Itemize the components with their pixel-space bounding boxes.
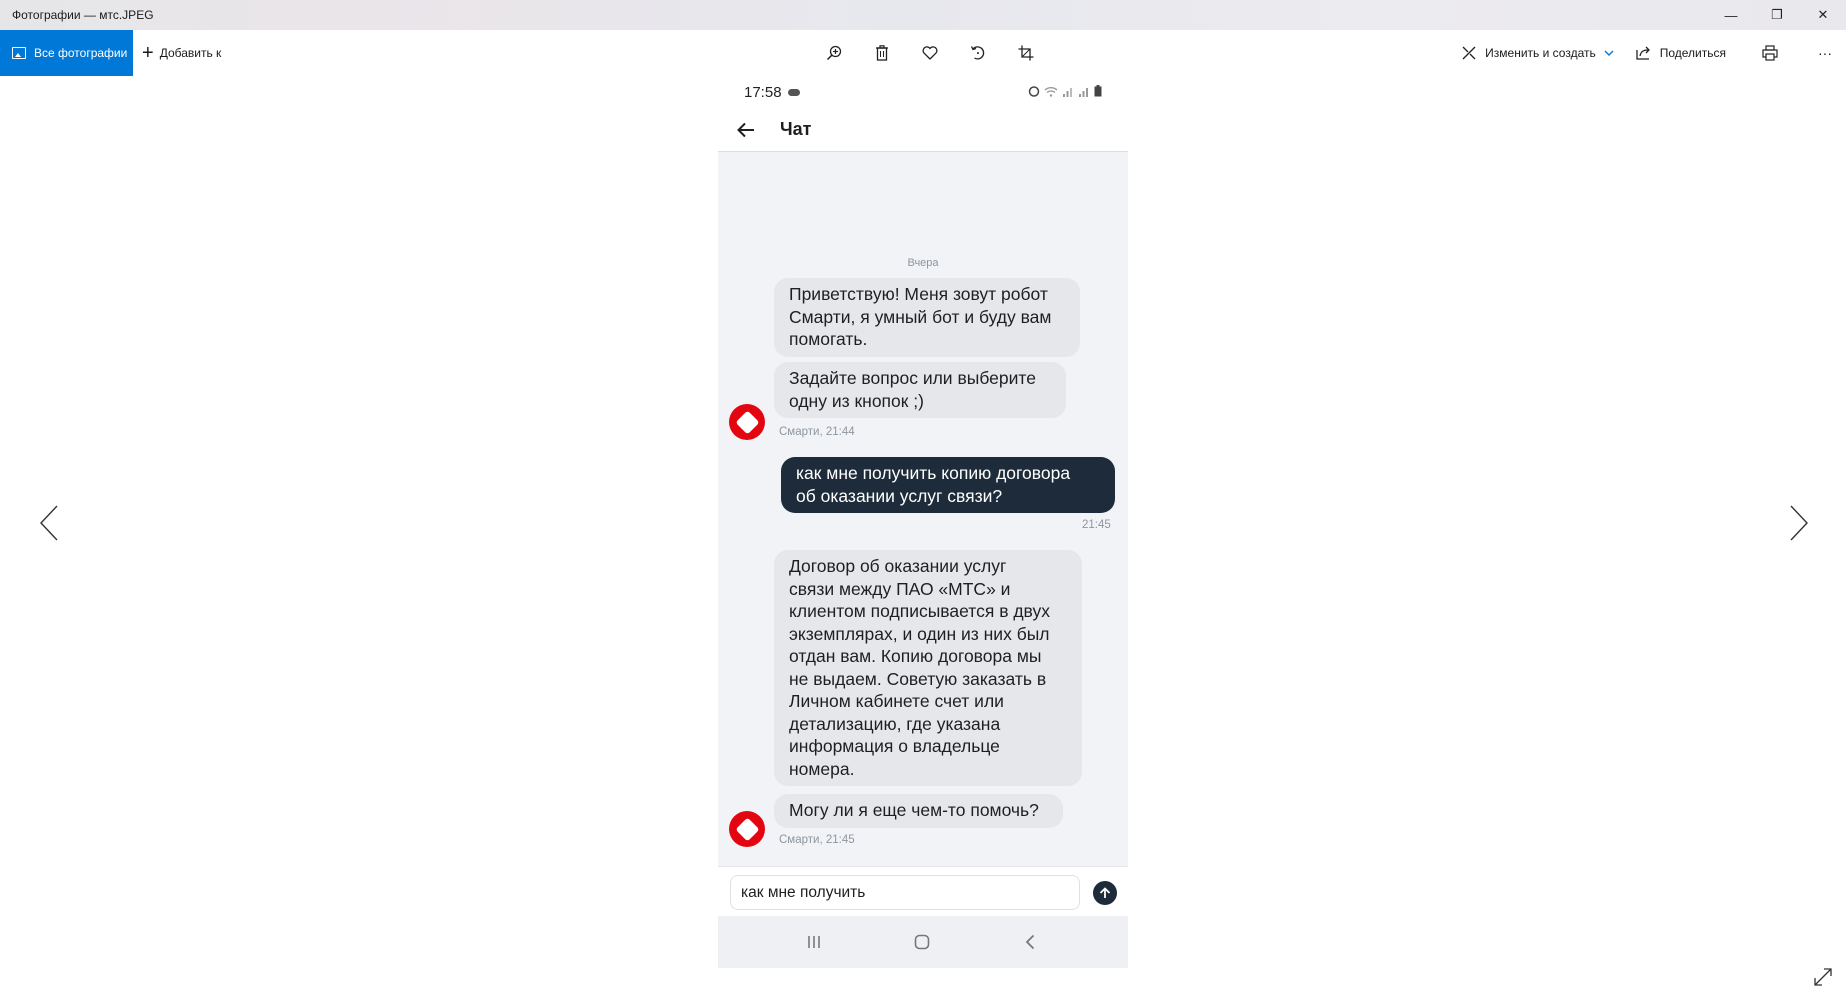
fullscreen-button[interactable] (1812, 966, 1834, 988)
all-photos-label: Все фотографии (34, 46, 128, 60)
message-text: как мне получить копию договора об оказании услуг связи? (796, 463, 1071, 506)
right-tools (1461, 30, 1846, 76)
restore-button[interactable]: ❐ (1771, 7, 1783, 22)
all-photos-button[interactable] (0, 30, 133, 76)
bot-message (774, 278, 1080, 357)
photos-icon (12, 47, 26, 59)
bot-message (774, 362, 1066, 418)
alarm-icon (1028, 85, 1040, 97)
delete-icon (875, 45, 889, 61)
message-text: Приветствую! Меня зовут робот Смарти, я умный бот и буду вам помогать. (789, 284, 1052, 349)
arrow-up-icon (1099, 887, 1111, 899)
share-label: Поделиться (1659, 46, 1726, 60)
heart-icon (922, 46, 938, 60)
edit-icon (1461, 45, 1477, 61)
android-nav-bar (718, 916, 1128, 968)
message-input[interactable]: как мне получить (730, 875, 1080, 910)
window-controls (1708, 0, 1846, 30)
signal-icon (1062, 86, 1074, 97)
message-input-area (718, 866, 1128, 916)
chevron-left-icon (39, 505, 59, 541)
window-title: Фотографии — мтс.JPEG (12, 8, 154, 22)
chat-header (718, 108, 1128, 152)
add-to-label: Добавить к (159, 46, 222, 60)
cloud-icon (788, 89, 800, 96)
next-photo-button[interactable] (1784, 500, 1814, 546)
image-tools (810, 30, 1050, 76)
message-meta: Смарти, 21:44 (779, 426, 855, 438)
message-time: 21:45 (1082, 519, 1111, 531)
recent-apps-button[interactable] (802, 930, 826, 954)
rotate-icon (970, 45, 986, 61)
phone-status-bar (718, 76, 1128, 108)
crop-button[interactable] (1002, 30, 1050, 76)
back-button[interactable] (734, 118, 758, 142)
home-button[interactable] (910, 930, 934, 954)
send-button[interactable] (1093, 881, 1117, 905)
edit-create-button[interactable] (1461, 30, 1614, 76)
bot-avatar (729, 404, 765, 440)
home-icon (914, 934, 930, 950)
message-text: Могу ли я еще чем-то помочь? (789, 800, 1039, 820)
print-button[interactable] (1762, 30, 1786, 76)
bot-avatar (729, 811, 765, 847)
mts-logo-icon (735, 410, 759, 434)
delete-button[interactable] (858, 30, 906, 76)
recent-apps-icon (806, 935, 822, 949)
share-button[interactable] (1636, 30, 1726, 76)
arrow-left-icon (737, 122, 755, 138)
favorite-button[interactable] (906, 30, 954, 76)
user-message (781, 457, 1115, 513)
app-toolbar (0, 30, 1846, 76)
mts-logo-icon (735, 817, 759, 841)
rotate-button[interactable] (954, 30, 1002, 76)
bot-message (774, 794, 1063, 828)
message-meta: Смарти, 21:45 (779, 834, 855, 846)
date-separator: Вчера (907, 257, 939, 269)
chevron-right-icon (1789, 505, 1809, 541)
edit-create-label: Изменить и создать (1485, 46, 1596, 60)
signal-icon (1078, 86, 1090, 97)
message-text: Задайте вопрос или выберите одну из кнопок ;) (789, 368, 1036, 411)
print-icon (1762, 45, 1778, 61)
zoom-button[interactable] (810, 30, 858, 76)
zoom-icon (826, 45, 842, 61)
status-icons (1028, 85, 1102, 97)
close-button[interactable]: ✕ (1817, 7, 1829, 22)
system-back-button[interactable] (1018, 930, 1042, 954)
chevron-down-icon (1604, 49, 1614, 57)
battery-icon (1094, 85, 1102, 97)
title-bar (0, 0, 1846, 30)
add-to-button[interactable] (142, 30, 221, 76)
message-text: Договор об оказании услуг связи между ПАО «МТС» и клиентом подписывается в двух экземплярах, и один из них был отдан вам. Копию договора мы не выдаем. Советую заказать в Личном кабинете счет или детализацию, где указана информация о владельце номера. (789, 556, 1050, 779)
minimize-button[interactable]: — (1724, 7, 1738, 23)
chat-title: Чат (780, 119, 812, 139)
plus-icon: + (142, 42, 154, 64)
bot-message (774, 550, 1082, 786)
previous-photo-button[interactable] (34, 500, 64, 546)
more-button[interactable]: ··· (1818, 45, 1832, 61)
wifi-icon (1044, 86, 1058, 97)
photo-image (718, 76, 1128, 968)
crop-icon (1018, 45, 1034, 61)
status-time: 17:58 (744, 83, 782, 101)
share-icon (1636, 45, 1652, 61)
chevron-left-icon (1025, 934, 1035, 950)
expand-icon (1812, 966, 1834, 988)
